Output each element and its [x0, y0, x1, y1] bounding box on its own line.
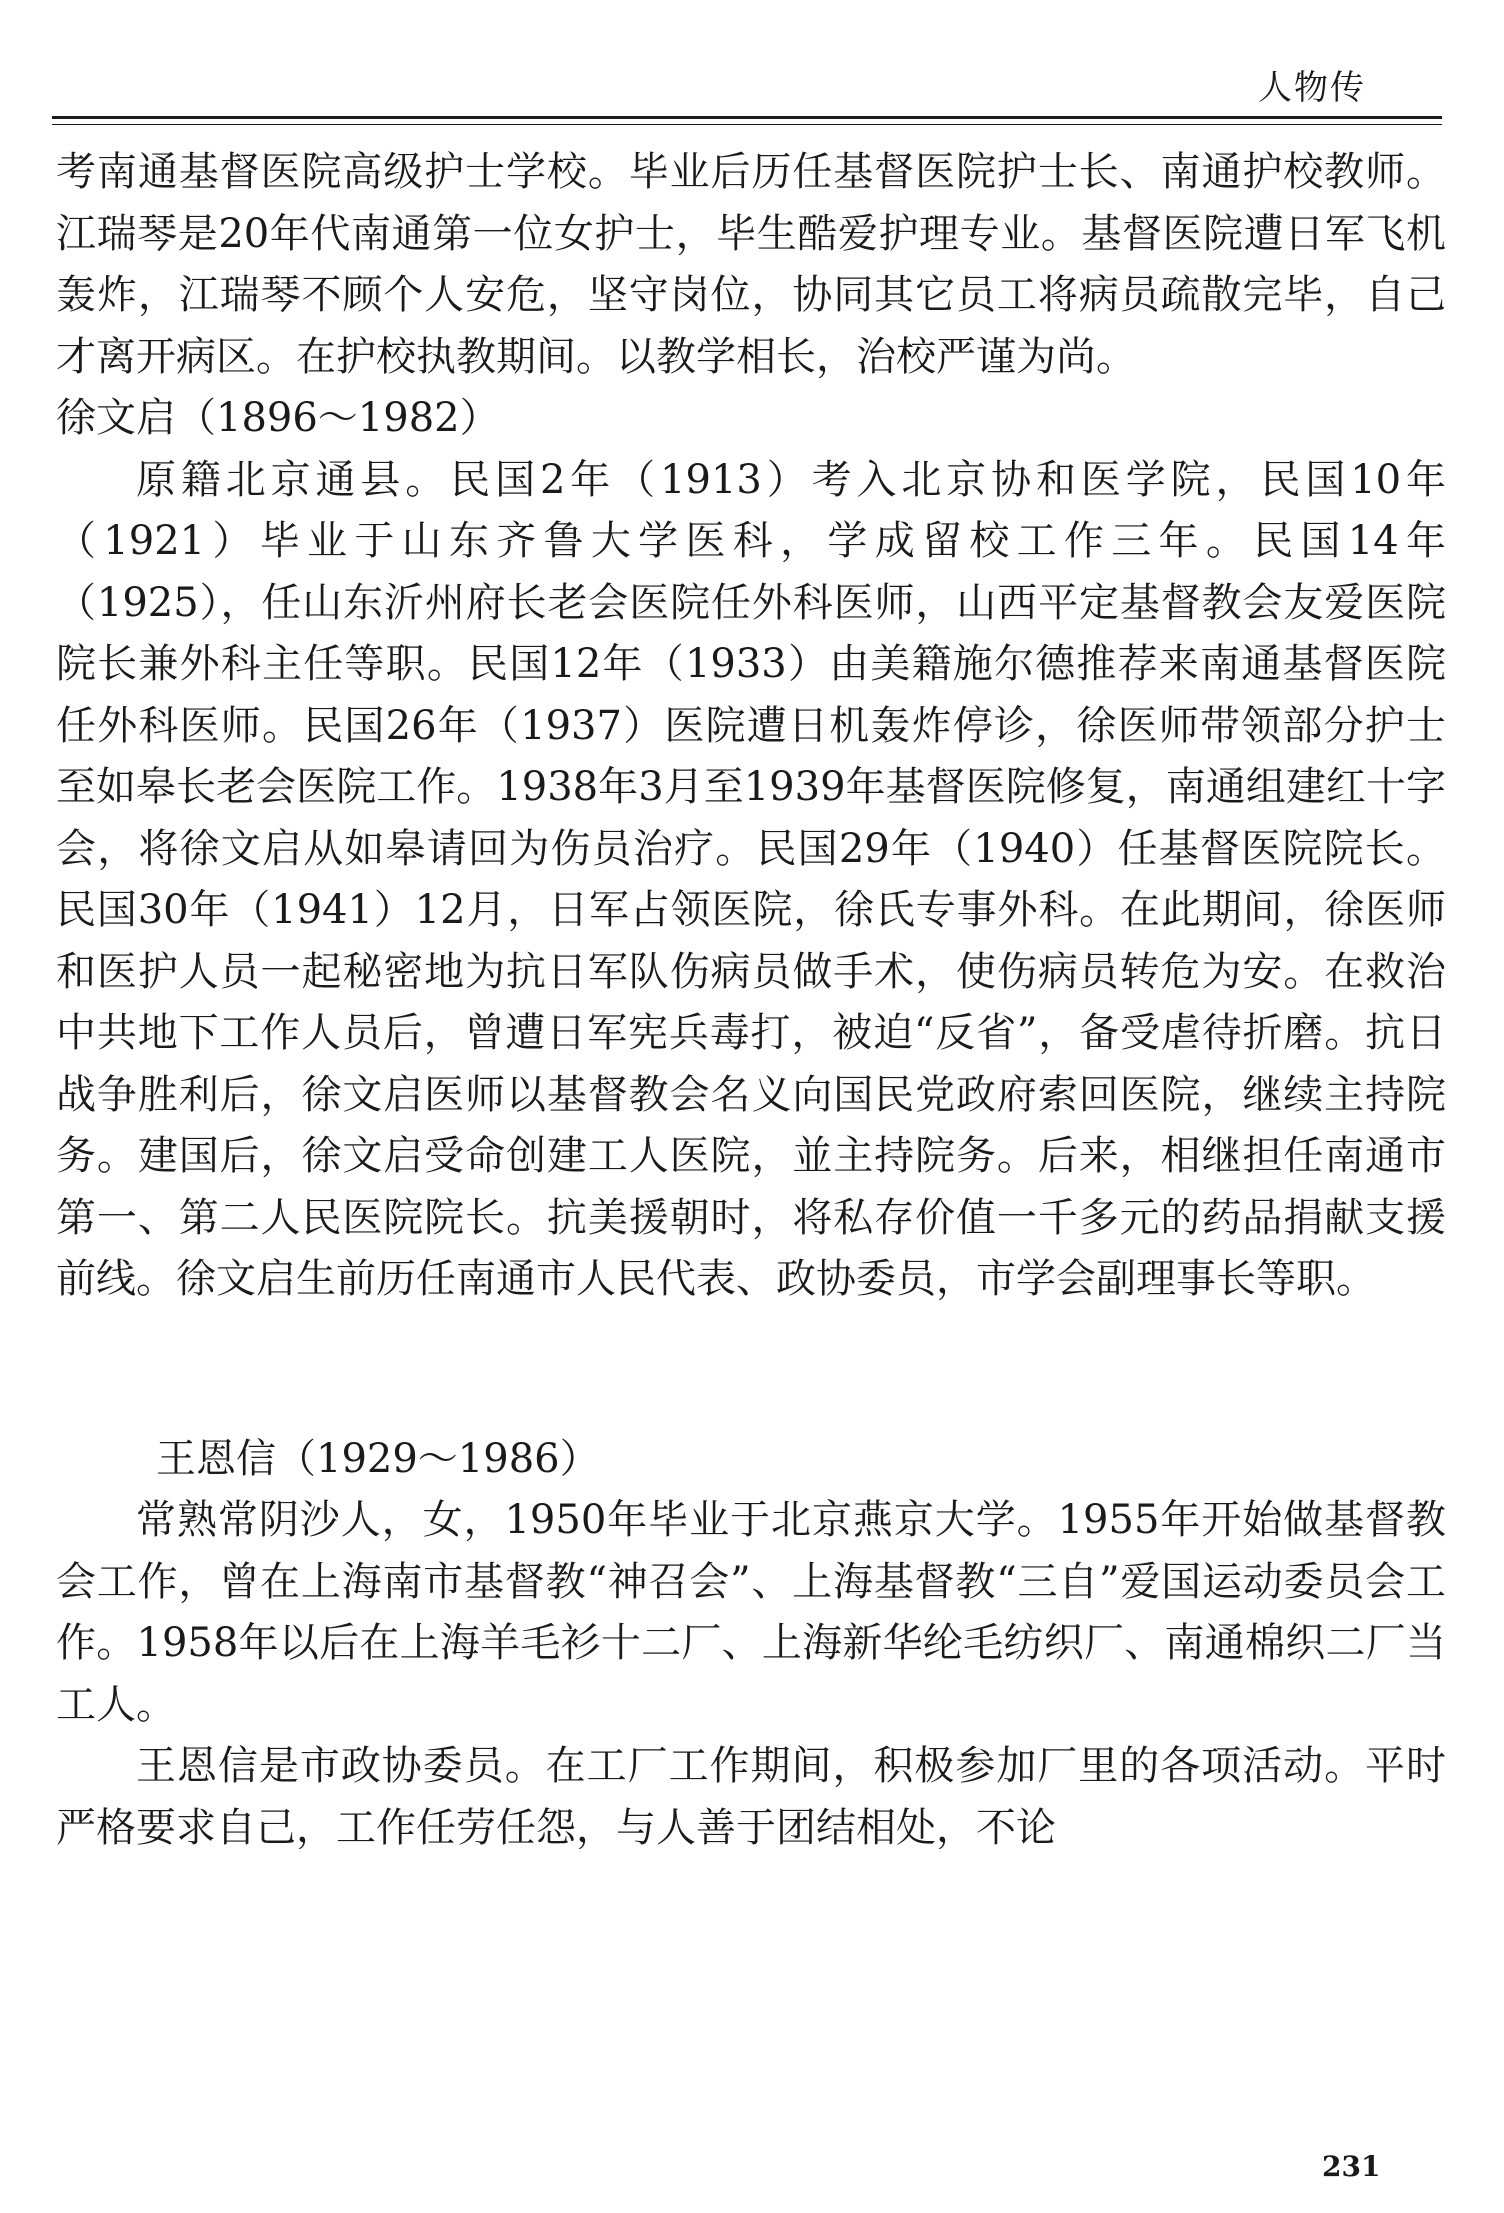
biography-heading-xu: 徐文启（1896～1982） [56, 395, 500, 441]
page-number: 231 [1322, 2150, 1381, 2183]
biography-paragraph-xu: 原籍北京通县。民国2年（1913）考入北京协和医学院，民国10年（1921）毕业于山东齐鲁大学医科，学成留校工作三年。民国14年（1925），任山东沂州府长老会医院任外科医师，山西平定基督教会友爱医院院长兼外科主任等职。民国12年（1933）由美籍施尔德推荐来南通基督医院任外科医师。民国26年（1937）医院遭日机轰炸停诊，徐医师带领部分护士至如皋长老会医院工作。1938年3月至1939年基督医院修复，南通组建红十字会，将徐文启从如皋请回为伤员治疗。民国29年（1940）任基督医院院长。民国30年（1941）12月，日军占领医院，徐氏专事外科。在此期间，徐医师和医护人员一起秘密地为抗日军队伤病员做手术，使伤病员转危为安。在救治中共地下工作人员后，曾遭日军宪兵毒打，被迫“反省”，备受虐待折磨。抗日战争胜利后，徐文启医师以基督教会名义向国民党政府索回医院，继续主持院务。建国后，徐文启受命创建工人医院，並主持院务。后来，相继担任南通市第一、第二人民医院院长。抗美援朝时，将私存价值一千多元的药品捐献支援前线。徐文启生前历任南通市人民代表、政协委员，市学会副理事长等职。 [56, 456, 1446, 1302]
header-rule-thick [52, 116, 1442, 119]
running-header: 人物传 [1258, 68, 1366, 108]
header-rule-thin [52, 124, 1442, 125]
section-gap [56, 1311, 1446, 1429]
page-body [56, 142, 1446, 1859]
biography-paragraph-wang-1: 常熟常阴沙人，女，1950年毕业于北京燕京大学。1955年开始做基督教会工作，曾在上海南市基督教“神召会”、上海基督教“三自”爱国运动委员会工作。1958年以后在上海羊毛衫十二厂、上海新华纶毛纺织厂、南通棉织二厂当工人。 [56, 1497, 1446, 1728]
biography-heading-wang: 王恩信（1929～1986） [156, 1435, 600, 1482]
continued-paragraph: 考南通基督医院高级护士学校。毕业后历任基督医院护士长、南通护校教师。江瑞琴是20年代南通第一位女护士，毕生酷爱护理专业。基督医院遭日军飞机轰炸，江瑞琴不顾个人安危，坚守岗位，协同其它员工将病员疏散完毕，自己才离开病区。在护校执教期间。以教学相长，治校严谨为尚。 [56, 149, 1446, 380]
biography-paragraph-wang-2: 王恩信是市政协委员。在工厂工作期间，积极参加厂里的各项活动。平时严格要求自己，工作任劳任怨，与人善于团结相处，不论 [56, 1743, 1446, 1851]
